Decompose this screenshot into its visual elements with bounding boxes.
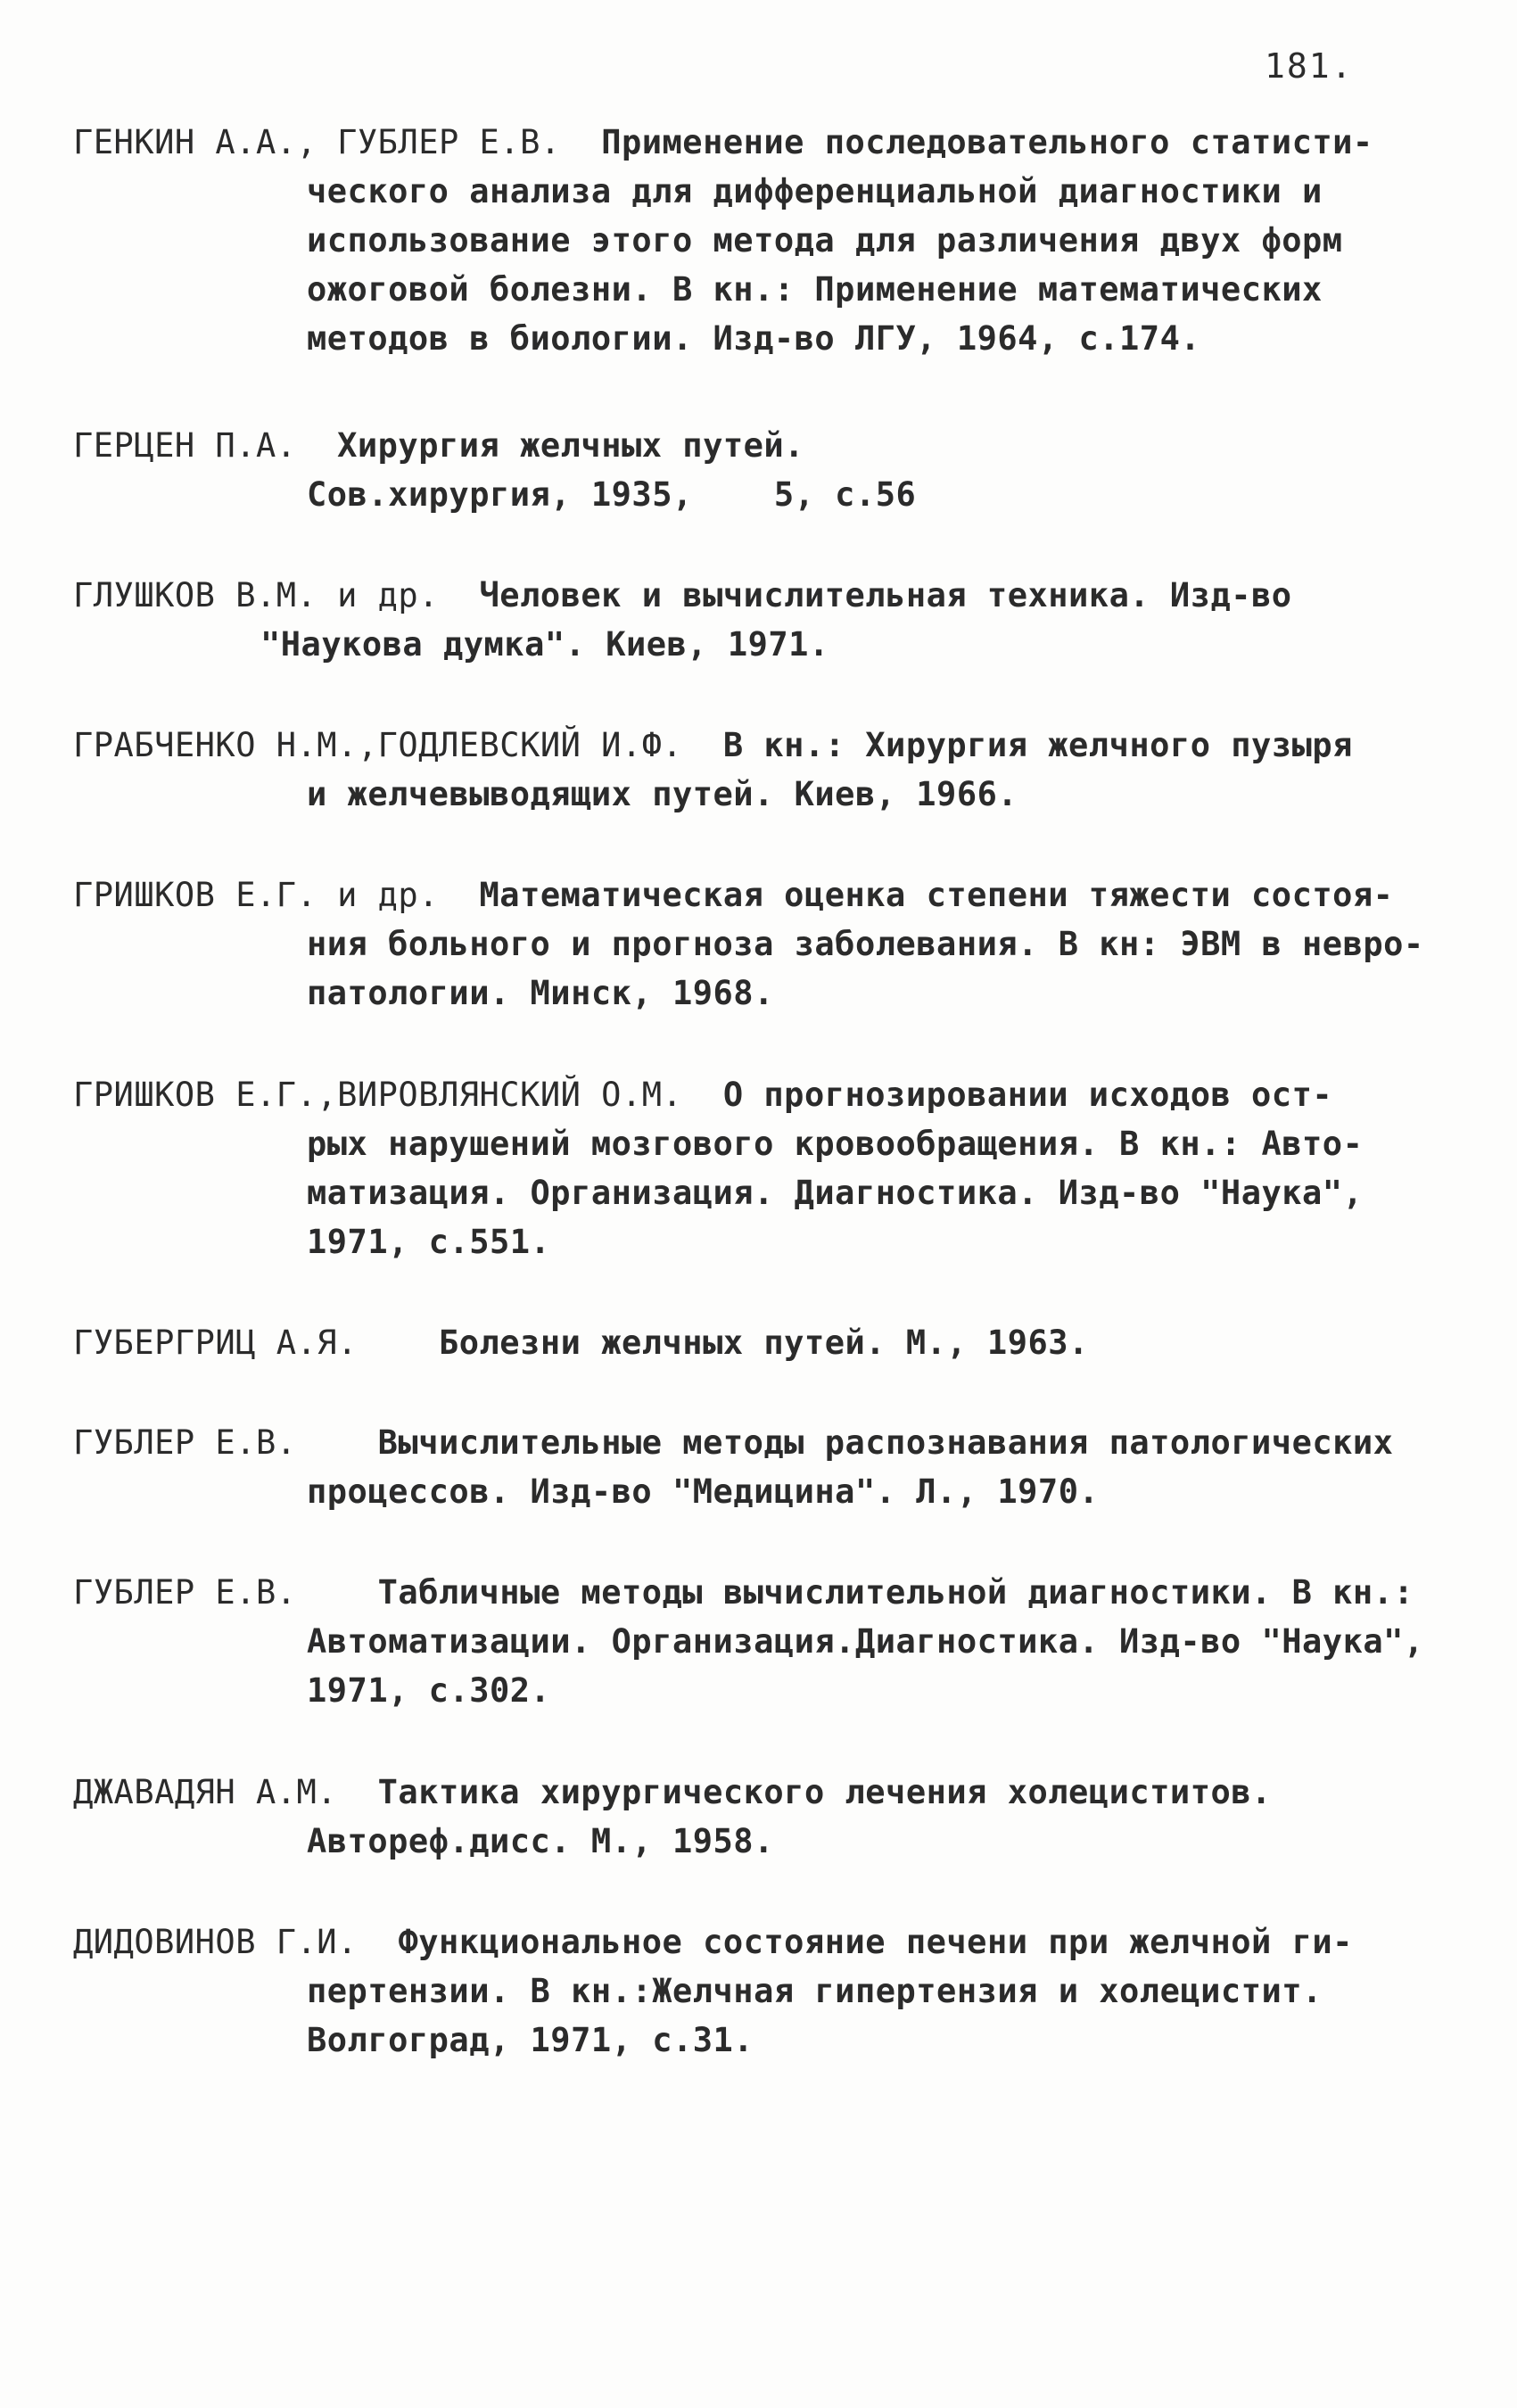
entry-text-line: Волгоград, 1971, с.31. — [307, 2021, 754, 2059]
entry-text-line: патологии. Минск, 1968. — [307, 974, 774, 1012]
entry-author: ГРИШКОВ Е.Г. и др. — [73, 876, 439, 914]
entry-text-line: Применение последовательного статисти- — [601, 123, 1373, 161]
entry-text-line: Сов.хирургия, 1935, 5, с.56 — [307, 475, 917, 514]
page-number: 181. — [1265, 46, 1354, 86]
entry-author: ГУБЛЕР Е.В. — [73, 1573, 297, 1612]
entry-text-line: Автоматизации. Организация.Диагностика. Изд-во "Наука", — [307, 1622, 1424, 1661]
entry-text-line: ния больного и прогноза заболевания. В кн: ЭВМ в невро- — [307, 925, 1424, 963]
entry-author: ДИДОВИНОВ Г.И. — [73, 1923, 358, 1961]
entry-author: ГРАБЧЕНКО Н.М.,ГОДЛЕВСКИЙ И.Ф. — [73, 726, 683, 764]
bibliography-entry — [73, 1917, 1447, 2065]
entry-text-line: О прогнозировании исходов ост- — [722, 1076, 1333, 1114]
entry-text-line: ожоговой болезни. В кн.: Применение математических — [307, 270, 1323, 309]
entry-text-line: использование этого метода для различения двух форм — [307, 221, 1343, 260]
bibliography-entry — [73, 1318, 1447, 1367]
entry-text-line: и желчевыводящих путей. Киев, 1966. — [307, 775, 1018, 813]
entry-author: ГРИШКОВ Е.Г.,ВИРОВЛЯНСКИЙ О.М. — [73, 1076, 683, 1114]
entry-author: ДЖАВАДЯН А.М. — [73, 1773, 338, 1811]
entry-text-line: Математическая оценка степени тяжести состоя- — [479, 876, 1394, 914]
entry-text-line: Тактика хирургического лечения холециститов. — [377, 1773, 1272, 1811]
bibliography-entry — [73, 870, 1447, 1018]
entry-text-line: Человек и вычислительная техника. Изд-во — [479, 576, 1292, 614]
entry-author: ГЕНКИН А.А., ГУБЛЕР Е.В. — [73, 123, 561, 161]
entry-author: ГЛУШКОВ В.М. и др. — [73, 576, 439, 614]
entry-text-line: Табличные методы вычислительной диагностики. В кн.: — [377, 1573, 1414, 1612]
bibliography-entry — [73, 1568, 1447, 1715]
entry-text-line: рых нарушений мозгового кровообращения. В кн.: Авто- — [307, 1125, 1364, 1163]
entry-text-line: Болезни желчных путей. М., 1963. — [438, 1324, 1089, 1362]
entry-author: ГУБЕРГРИЦ А.Я. — [73, 1324, 358, 1362]
entry-text-line: "Наукова думка". Киев, 1971. — [260, 625, 829, 664]
entry-text-line: Функциональное состояние печени при желчной ги- — [398, 1923, 1353, 1961]
bibliography-entry — [73, 1768, 1447, 1866]
entry-author: ГУБЛЕР Е.В. — [73, 1423, 297, 1462]
entry-text-line: методов в биологии. Изд-во ЛГУ, 1964, с.174. — [307, 319, 1201, 358]
entry-text-line: ческого анализа для дифференциальной диагностики и — [307, 172, 1323, 210]
bibliography-entry — [73, 118, 1447, 363]
entry-author: ГЕРЦЕН П.А. — [73, 426, 297, 465]
entry-text-line: 1971, с.302. — [307, 1671, 551, 1710]
entry-text-line: 1971, с.551. — [307, 1223, 551, 1261]
entry-text-line: Автореф.дисс. М., 1958. — [307, 1822, 774, 1860]
bibliography-entry — [73, 1070, 1447, 1266]
entry-text-line: В кн.: Хирургия желчного пузыря — [722, 726, 1353, 764]
bibliography-entry — [73, 421, 1447, 519]
bibliography-entry — [73, 571, 1447, 669]
entry-text-line: процессов. Изд-во "Медицина". Л., 1970. — [307, 1472, 1100, 1511]
entry-text-line: матизация. Организация. Диагностика. Изд-во "Наука", — [307, 1174, 1364, 1212]
entry-text-line: пертензии. В кн.:Желчная гипертензия и холецистит. — [307, 1972, 1323, 2010]
entry-text-line: Хирургия желчных путей. — [337, 426, 804, 465]
entry-text-line: Вычислительные методы распознавания патологических — [377, 1423, 1394, 1462]
bibliography-entry — [73, 721, 1447, 819]
bibliography-entry — [73, 1418, 1447, 1516]
